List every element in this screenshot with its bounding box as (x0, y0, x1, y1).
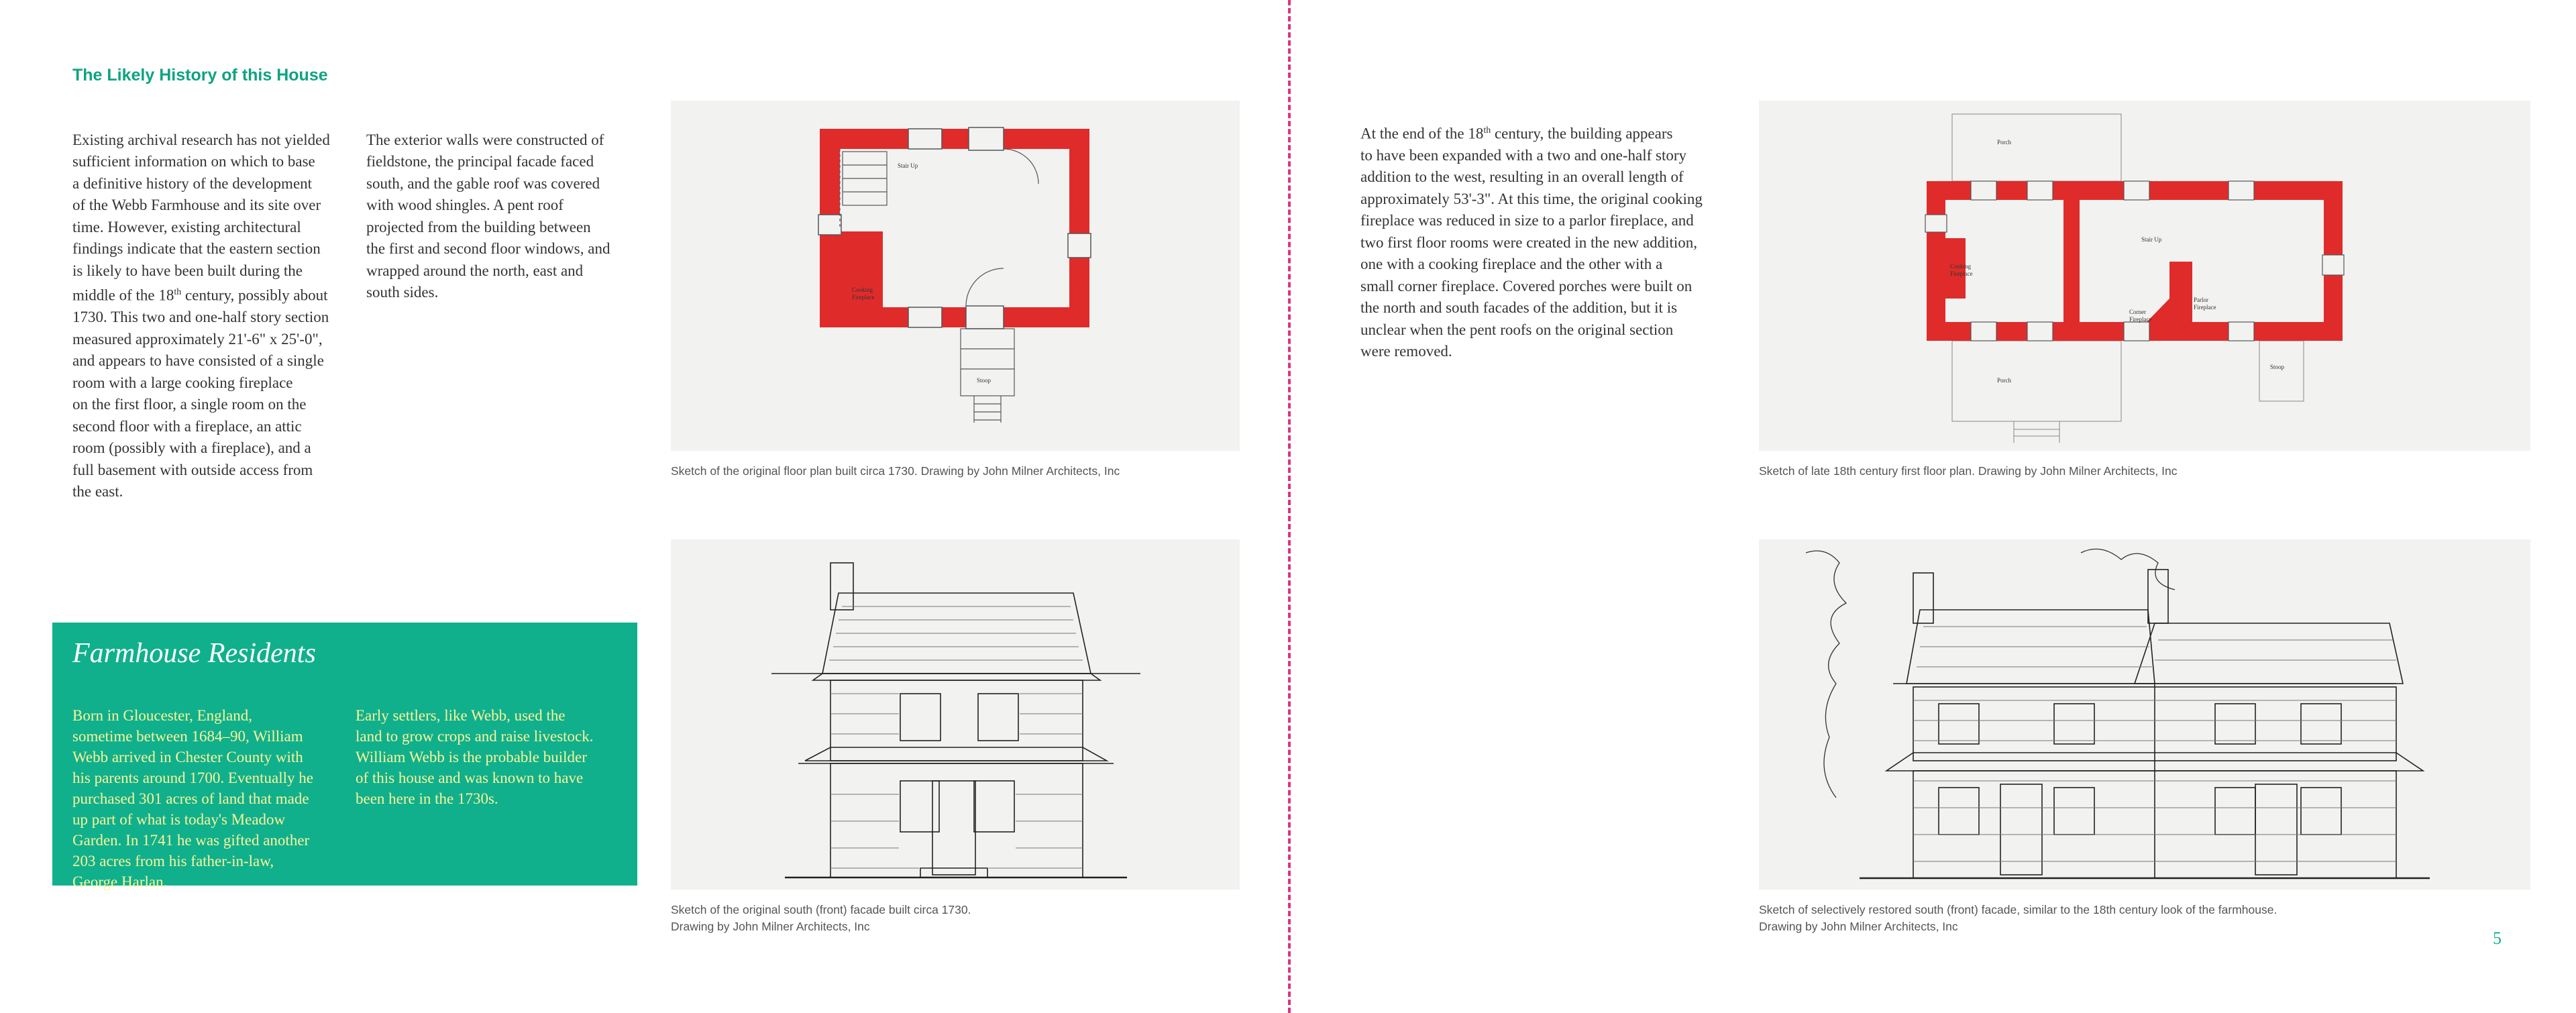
history-column-1: Existing archival research has not yielded sufficient information on which to base a definitive history of the development of the Webb Farmhouse and its site over time. However, existing architectural findings indicate that the eastern section is likely to have been built during the middle of the 18th century, possibly about 1730. This two and one-half story section measured approximately 21'-6" x 25'-0", and appears to have consisted of a single room with a large cooking fireplace on the first floor, a single room on the second floor with a fireplace, an attic room (possibly with a fireplace), and a full basement with outside access from the east. (72, 131, 330, 500)
plan-label-porch-north: Porch (1997, 139, 2011, 146)
original-facade-drawing (671, 539, 1240, 890)
original-floor-plan-drawing (671, 101, 1240, 451)
residents-title: Farmhouse Residents (72, 638, 316, 669)
plan-label-corner-fireplace: Corner Fireplace (2129, 309, 2152, 323)
page-number: 5 (2493, 928, 2502, 948)
plan-label-stoop: Stoop (977, 377, 991, 384)
original-floor-plan-figure (671, 101, 1240, 451)
plan-label-cooking-fireplace: Cooking Fireplace (1950, 263, 1973, 277)
plan-label-stoop: Stoop (2270, 364, 2285, 370)
plan-label-cooking-fireplace: Cooking Fireplace (852, 286, 875, 301)
restored-facade-drawing (1759, 539, 2530, 890)
expansion-text: At the end of the 18th century, the building appears to have been expanded with a two and one-half story addition to the west, resulting in an overall length of approximately 53'-3". At this time, the original cooking fireplace was reduced in size to a parlor fireplace, and two first floor rooms were created in the new addition, one with a cooking fireplace and the other with a small corner fireplace. Covered porches were built on the north and south facades of the addition, but it is unclear when the pent roofs on the original section were removed. (1360, 125, 1703, 360)
plan-label-parlor-fireplace: Parlor Fireplace (2194, 297, 2216, 311)
figure-2-caption: Sketch of the original south (front) facade built circa 1730. Drawing by John Milner Architects, Inc (671, 903, 971, 933)
figure-3-caption: Sketch of late 18th century first floor plan. Drawing by John Milner Architects, Inc (1759, 464, 2178, 478)
original-facade-figure (671, 539, 1240, 890)
history-column-2: The exterior walls were constructed of fieldstone, the principal facade faced south, and the gable roof was covered with wood shingles. A pent roof projected from the building between the first and second floor windows, and wrapped around the north, east and south sides. (366, 131, 610, 301)
residents-column-2: Early settlers, like Webb, used the land to grow crops and raise livestock. William Webb is the probable builder of this house and was known to have been here in the 1730s. (356, 707, 594, 807)
restored-facade-figure (1759, 539, 2530, 890)
plan-label-porch-south: Porch (1997, 377, 2011, 384)
residents-column-1: Born in Gloucester, England, sometime between 1684–90, William Webb arrived in Chester County with his parents around 1700. Eventually he purchased 301 acres of land that made up part of what is today's Meadow Garden. In 1741 he was gifted another 203 acres from his father-in-law, George Harlan. (72, 707, 313, 890)
figure-4-caption: Sketch of selectively restored south (front) facade, similar to the 18th century look of the farmhouse. Drawing by John Milner Architects, Inc (1759, 903, 2277, 933)
late-18th-century-plan-drawing (1759, 101, 2530, 451)
plan-label-stair-up: Stair Up (2141, 236, 2162, 243)
plan-label-stair-up: Stair Up (898, 162, 918, 169)
page-spread-divider (1288, 0, 1291, 1013)
section-heading: The Likely History of this House (72, 66, 328, 85)
late-18th-century-plan-figure (1759, 101, 2530, 451)
figure-1-caption: Sketch of the original floor plan built circa 1730. Drawing by John Milner Architects, Inc (671, 464, 1120, 478)
